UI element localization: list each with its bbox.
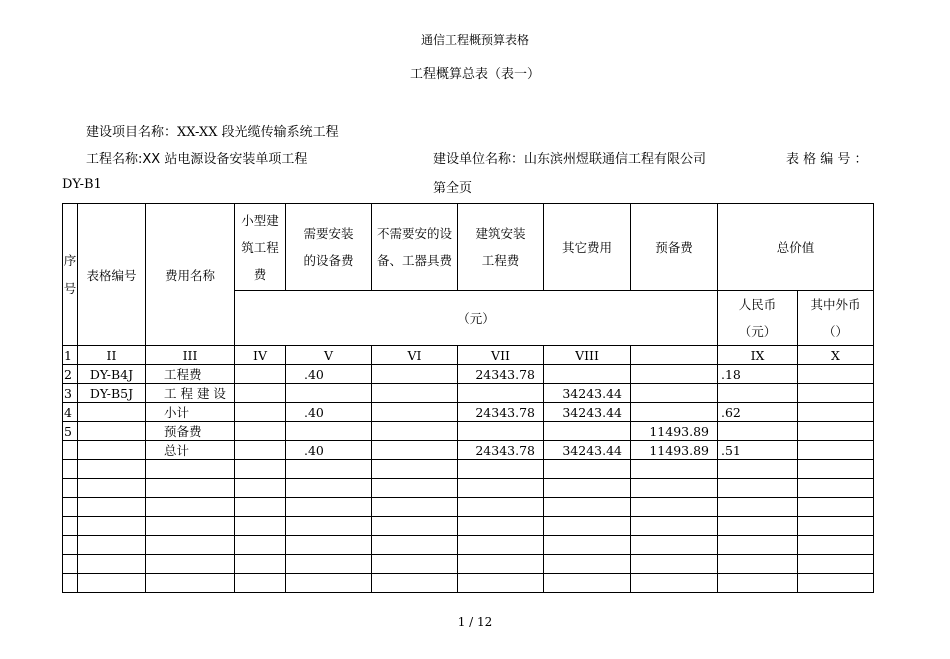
header-equip-no-install: 不需要安的设备、工器具费 <box>372 204 458 291</box>
rmb-cell: .51 <box>718 441 798 460</box>
table-row <box>63 384 874 403</box>
equip-no-install-cell <box>372 422 458 441</box>
equip-install-cell <box>286 422 372 441</box>
code-cell: DY-B5J <box>78 384 146 403</box>
header-unit: （元） <box>235 291 718 346</box>
page-count-label: 第全页 <box>433 181 473 196</box>
header-form-code: 表格编号 <box>78 204 146 346</box>
empty-row <box>63 517 874 536</box>
table-title: 工程概算总表（表一） <box>409 67 540 82</box>
cost-name-cell: 预备费 <box>146 422 235 441</box>
equip-install-cell: .40 <box>286 365 372 384</box>
small-building-cell <box>235 441 286 460</box>
equip-install-cell <box>286 384 372 403</box>
table-row <box>63 441 874 460</box>
reserve-cell <box>631 365 718 384</box>
equip-install-cell: .40 <box>286 441 372 460</box>
empty-row <box>63 460 874 479</box>
cost-name-cell: 工 程 建 设 <box>146 384 235 403</box>
document-title: 通信工程概预算表格 <box>420 33 529 47</box>
code-cell <box>78 403 146 422</box>
empty-row <box>63 498 874 517</box>
engineering-name-label: 工程名称: <box>86 152 143 167</box>
other-costs-cell <box>544 422 631 441</box>
building-install-cell: 24343.78 <box>458 365 544 384</box>
table-row <box>63 403 874 422</box>
other-costs-cell: 34243.44 <box>544 403 631 422</box>
foreign-cell <box>798 403 874 422</box>
foreign-cell <box>798 441 874 460</box>
other-costs-cell <box>544 365 631 384</box>
other-costs-cell: 34243.44 <box>544 441 631 460</box>
building-install-cell: 24343.78 <box>458 441 544 460</box>
form-number-value: DY-B1 <box>62 177 102 192</box>
building-install-cell: 24343.78 <box>458 403 544 422</box>
foreign-cell <box>798 384 874 403</box>
building-install-cell <box>458 422 544 441</box>
small-building-cell <box>235 403 286 422</box>
engineering-name-value: XX 站电源设备安装单项工程 <box>142 152 308 167</box>
roman-cell: IV <box>235 346 286 365</box>
roman-cell: III <box>146 346 235 365</box>
builder-unit-label: 建设单位名称： <box>433 152 525 167</box>
header-building-install: 建筑安装工程费 <box>458 204 544 291</box>
reserve-cell <box>631 403 718 422</box>
equip-no-install-cell <box>372 384 458 403</box>
roman-cell: X <box>798 346 874 365</box>
builder-unit-value: 山东滨州煜联通信工程有限公司 <box>524 152 707 167</box>
reserve-cell <box>631 384 718 403</box>
roman-cell: IX <box>718 346 798 365</box>
header-row-1 <box>63 204 874 291</box>
small-building-cell <box>235 422 286 441</box>
page-number: 1 / 12 <box>457 615 493 629</box>
small-building-cell <box>235 365 286 384</box>
building-install-cell <box>458 384 544 403</box>
roman-cell: V <box>286 346 372 365</box>
header-foreign-currency: 其中外币（） <box>798 291 874 346</box>
rmb-cell: .62 <box>718 403 798 422</box>
seq-cell: 5 <box>63 422 78 441</box>
project-name-line <box>86 121 339 140</box>
header-rmb: 人民币（元） <box>718 291 798 346</box>
roman-cell: VI <box>372 346 458 365</box>
roman-numeral-row <box>63 346 874 365</box>
foreign-cell <box>798 422 874 441</box>
seq-cell: 4 <box>63 403 78 422</box>
header-seq: 序号 <box>63 204 78 346</box>
empty-row <box>63 555 874 574</box>
header-reserve: 预备费 <box>631 204 718 291</box>
empty-row <box>63 536 874 555</box>
form-number-label: 表 格 编 号 ： <box>786 152 868 167</box>
roman-cell: II <box>78 346 146 365</box>
reserve-cell: 11493.89 <box>631 422 718 441</box>
project-name-label: 建设项目名称： <box>86 125 178 140</box>
equip-install-cell: .40 <box>286 403 372 422</box>
roman-cell: 1 <box>63 346 78 365</box>
reserve-cell: 11493.89 <box>631 441 718 460</box>
code-cell <box>78 422 146 441</box>
rmb-cell <box>718 384 798 403</box>
seq-cell: 2 <box>63 365 78 384</box>
roman-cell: VIII <box>544 346 631 365</box>
builder-unit-line <box>433 148 706 167</box>
cost-name-cell: 总计 <box>146 441 235 460</box>
table-row <box>63 365 874 384</box>
empty-row <box>63 574 874 593</box>
header-total-value: 总价值 <box>718 204 874 291</box>
equip-no-install-cell <box>372 365 458 384</box>
other-costs-cell: 34243.44 <box>544 384 631 403</box>
header-equip-install: 需要安装的设备费 <box>286 204 372 291</box>
header-other-costs: 其它费用 <box>544 204 631 291</box>
table-row <box>63 422 874 441</box>
empty-row <box>63 479 874 498</box>
small-building-cell <box>235 384 286 403</box>
rmb-cell <box>718 422 798 441</box>
cost-name-cell: 工程费 <box>146 365 235 384</box>
rmb-cell: .18 <box>718 365 798 384</box>
engineering-name-line <box>86 148 307 167</box>
budget-summary-table <box>62 203 874 593</box>
code-cell: DY-B4J <box>78 365 146 384</box>
header-small-building: 小型建筑工程费 <box>235 204 286 291</box>
equip-no-install-cell <box>372 441 458 460</box>
foreign-cell <box>798 365 874 384</box>
code-cell <box>78 441 146 460</box>
roman-cell <box>631 346 718 365</box>
roman-cell: VII <box>458 346 544 365</box>
seq-cell: 3 <box>63 384 78 403</box>
equip-no-install-cell <box>372 403 458 422</box>
header-cost-name: 费用名称 <box>146 204 235 346</box>
cost-name-cell: 小计 <box>146 403 235 422</box>
seq-cell <box>63 441 78 460</box>
project-name-value: XX-XX 段光缆传输系统工程 <box>177 125 339 140</box>
